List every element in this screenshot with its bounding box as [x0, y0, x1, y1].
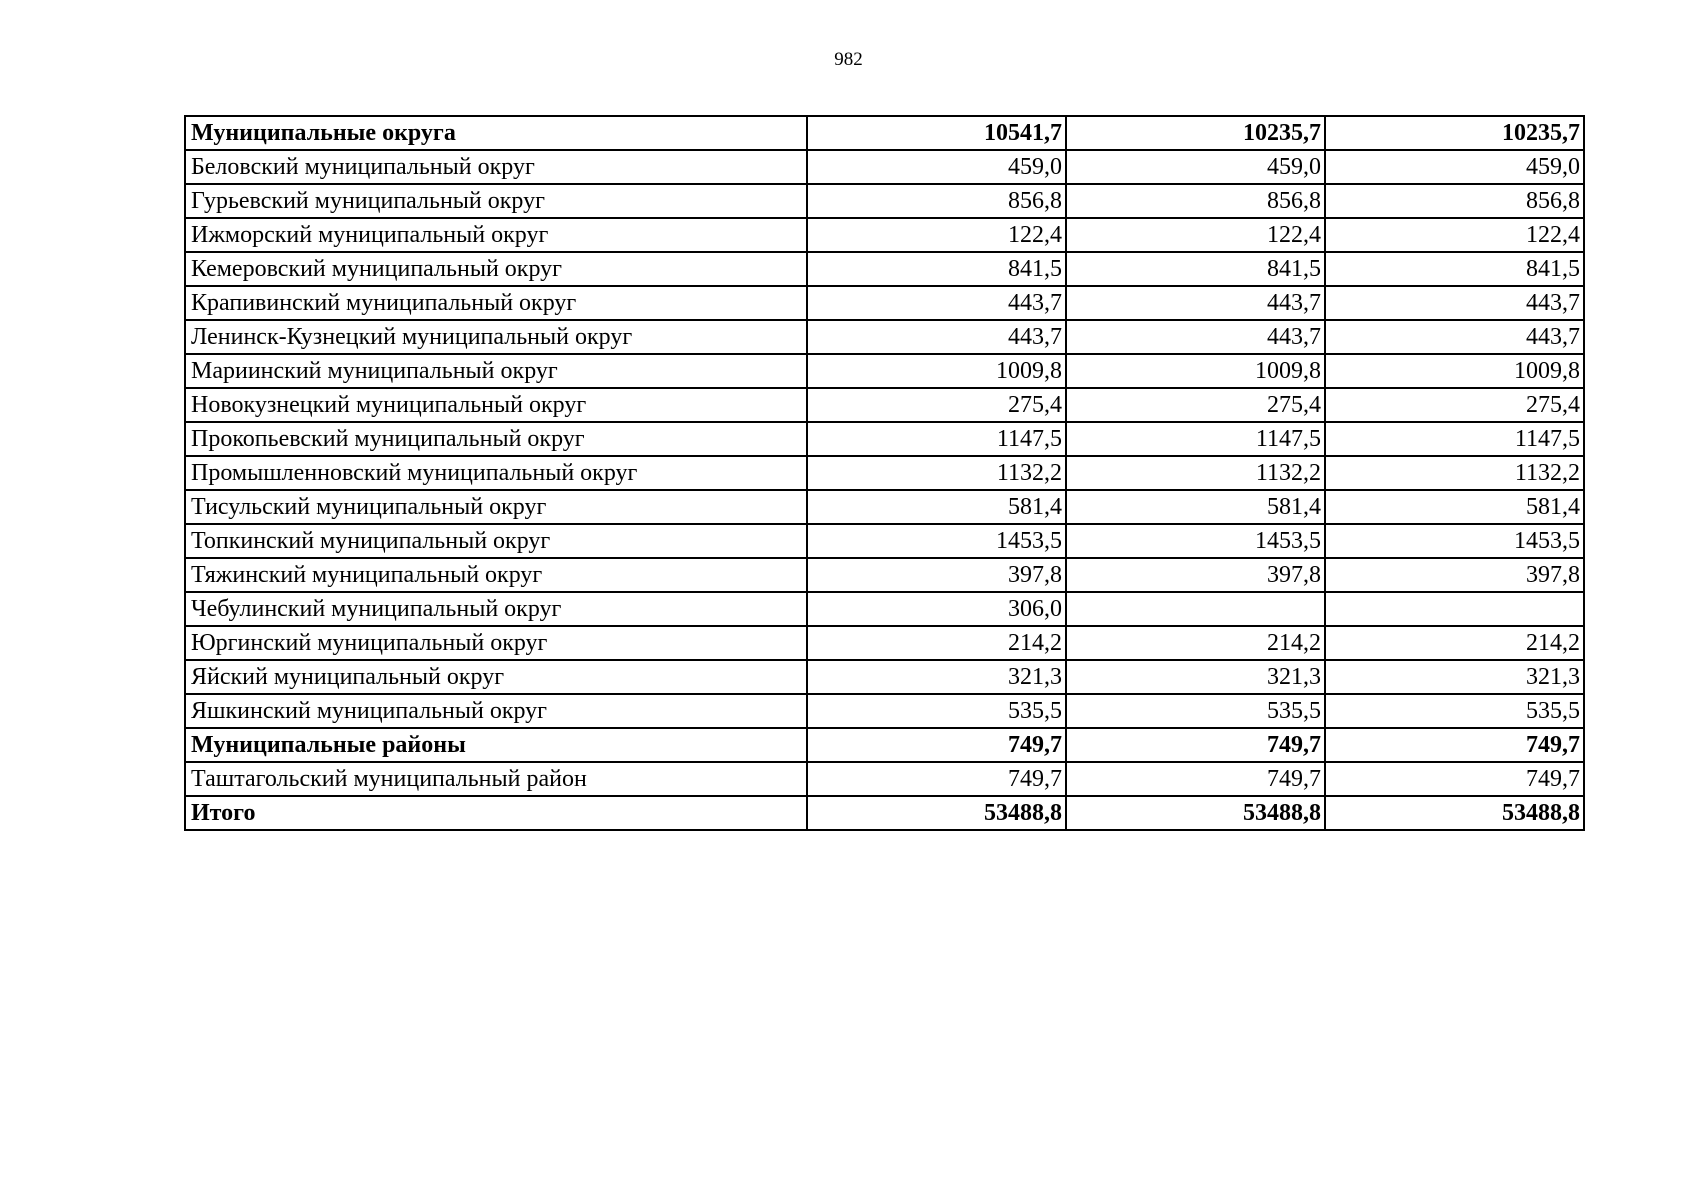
row-name-cell: Мариинский муниципальный округ — [185, 354, 807, 388]
row-name-cell: Прокопьевский муниципальный округ — [185, 422, 807, 456]
value-cell-col1: 1132,2 — [807, 456, 1066, 490]
row-name-cell: Беловский муниципальный округ — [185, 150, 807, 184]
row-name-cell: Ленинск-Кузнецкий муниципальный округ — [185, 320, 807, 354]
value-cell-col2: 443,7 — [1066, 286, 1325, 320]
row-name-cell: Муниципальные округа — [185, 116, 807, 150]
value-cell-col1: 841,5 — [807, 252, 1066, 286]
value-cell-col2: 459,0 — [1066, 150, 1325, 184]
budget-table — [184, 115, 1585, 831]
value-cell-col1: 443,7 — [807, 320, 1066, 354]
table-row — [185, 422, 1584, 456]
value-cell-col3 — [1325, 592, 1584, 626]
value-cell-col2: 275,4 — [1066, 388, 1325, 422]
row-name-cell: Ижморский муниципальный округ — [185, 218, 807, 252]
value-cell-col1: 443,7 — [807, 286, 1066, 320]
value-cell-col3: 321,3 — [1325, 660, 1584, 694]
table-row-total — [185, 796, 1584, 830]
table-row — [185, 218, 1584, 252]
value-cell-col3: 535,5 — [1325, 694, 1584, 728]
value-cell-col1: 53488,8 — [807, 796, 1066, 830]
table-row — [185, 184, 1584, 218]
value-cell-col2: 10235,7 — [1066, 116, 1325, 150]
value-cell-col3: 10235,7 — [1325, 116, 1584, 150]
value-cell-col3: 275,4 — [1325, 388, 1584, 422]
value-cell-col3: 581,4 — [1325, 490, 1584, 524]
value-cell-col2: 1132,2 — [1066, 456, 1325, 490]
row-name-cell: Кемеровский муниципальный округ — [185, 252, 807, 286]
row-name-cell: Промышленновский муниципальный округ — [185, 456, 807, 490]
value-cell-col2: 535,5 — [1066, 694, 1325, 728]
row-name-cell: Новокузнецкий муниципальный округ — [185, 388, 807, 422]
row-name-cell: Юргинский муниципальный округ — [185, 626, 807, 660]
table-row — [185, 490, 1584, 524]
table-row — [185, 762, 1584, 796]
table-row — [185, 524, 1584, 558]
row-name-cell: Крапивинский муниципальный округ — [185, 286, 807, 320]
value-cell-col2: 749,7 — [1066, 728, 1325, 762]
value-cell-col2: 53488,8 — [1066, 796, 1325, 830]
value-cell-col3: 443,7 — [1325, 320, 1584, 354]
value-cell-col2 — [1066, 592, 1325, 626]
row-name-cell: Таштагольский муниципальный район — [185, 762, 807, 796]
value-cell-col1: 459,0 — [807, 150, 1066, 184]
value-cell-col1: 1147,5 — [807, 422, 1066, 456]
value-cell-col3: 53488,8 — [1325, 796, 1584, 830]
value-cell-col3: 856,8 — [1325, 184, 1584, 218]
value-cell-col3: 214,2 — [1325, 626, 1584, 660]
value-cell-col1: 1009,8 — [807, 354, 1066, 388]
value-cell-col1: 535,5 — [807, 694, 1066, 728]
value-cell-col2: 321,3 — [1066, 660, 1325, 694]
row-name-cell: Итого — [185, 796, 807, 830]
table-row — [185, 456, 1584, 490]
table-row — [185, 354, 1584, 388]
value-cell-col2: 122,4 — [1066, 218, 1325, 252]
value-cell-col1: 275,4 — [807, 388, 1066, 422]
value-cell-col3: 122,4 — [1325, 218, 1584, 252]
value-cell-col2: 749,7 — [1066, 762, 1325, 796]
value-cell-col3: 1453,5 — [1325, 524, 1584, 558]
value-cell-col2: 581,4 — [1066, 490, 1325, 524]
value-cell-col3: 443,7 — [1325, 286, 1584, 320]
value-cell-col1: 306,0 — [807, 592, 1066, 626]
value-cell-col1: 581,4 — [807, 490, 1066, 524]
table-row-total — [185, 116, 1584, 150]
value-cell-col1: 122,4 — [807, 218, 1066, 252]
row-name-cell: Яшкинский муниципальный округ — [185, 694, 807, 728]
value-cell-col3: 841,5 — [1325, 252, 1584, 286]
table-row-total — [185, 728, 1584, 762]
table-row — [185, 252, 1584, 286]
value-cell-col3: 749,7 — [1325, 762, 1584, 796]
table-row — [185, 558, 1584, 592]
value-cell-col1: 321,3 — [807, 660, 1066, 694]
value-cell-col1: 397,8 — [807, 558, 1066, 592]
value-cell-col2: 1453,5 — [1066, 524, 1325, 558]
row-name-cell: Тяжинский муниципальный округ — [185, 558, 807, 592]
table-row — [185, 592, 1584, 626]
page-number: 982 — [834, 49, 863, 70]
value-cell-col1: 749,7 — [807, 728, 1066, 762]
row-name-cell: Яйский муниципальный округ — [185, 660, 807, 694]
row-name-cell: Муниципальные районы — [185, 728, 807, 762]
table-body — [185, 116, 1584, 830]
value-cell-col2: 1147,5 — [1066, 422, 1325, 456]
row-name-cell: Гурьевский муниципальный округ — [185, 184, 807, 218]
table-row — [185, 286, 1584, 320]
value-cell-col2: 443,7 — [1066, 320, 1325, 354]
value-cell-col2: 856,8 — [1066, 184, 1325, 218]
table-row — [185, 626, 1584, 660]
value-cell-col1: 214,2 — [807, 626, 1066, 660]
value-cell-col2: 214,2 — [1066, 626, 1325, 660]
table-row — [185, 694, 1584, 728]
value-cell-col3: 397,8 — [1325, 558, 1584, 592]
table-row — [185, 660, 1584, 694]
value-cell-col1: 749,7 — [807, 762, 1066, 796]
value-cell-col1: 856,8 — [807, 184, 1066, 218]
value-cell-col3: 1147,5 — [1325, 422, 1584, 456]
value-cell-col2: 841,5 — [1066, 252, 1325, 286]
row-name-cell: Чебулинский муниципальный округ — [185, 592, 807, 626]
value-cell-col1: 10541,7 — [807, 116, 1066, 150]
table-row — [185, 150, 1584, 184]
value-cell-col1: 1453,5 — [807, 524, 1066, 558]
value-cell-col3: 459,0 — [1325, 150, 1584, 184]
table-row — [185, 320, 1584, 354]
value-cell-col2: 397,8 — [1066, 558, 1325, 592]
value-cell-col3: 749,7 — [1325, 728, 1584, 762]
row-name-cell: Топкинский муниципальный округ — [185, 524, 807, 558]
value-cell-col3: 1009,8 — [1325, 354, 1584, 388]
value-cell-col2: 1009,8 — [1066, 354, 1325, 388]
table-row — [185, 388, 1584, 422]
value-cell-col3: 1132,2 — [1325, 456, 1584, 490]
row-name-cell: Тисульский муниципальный округ — [185, 490, 807, 524]
